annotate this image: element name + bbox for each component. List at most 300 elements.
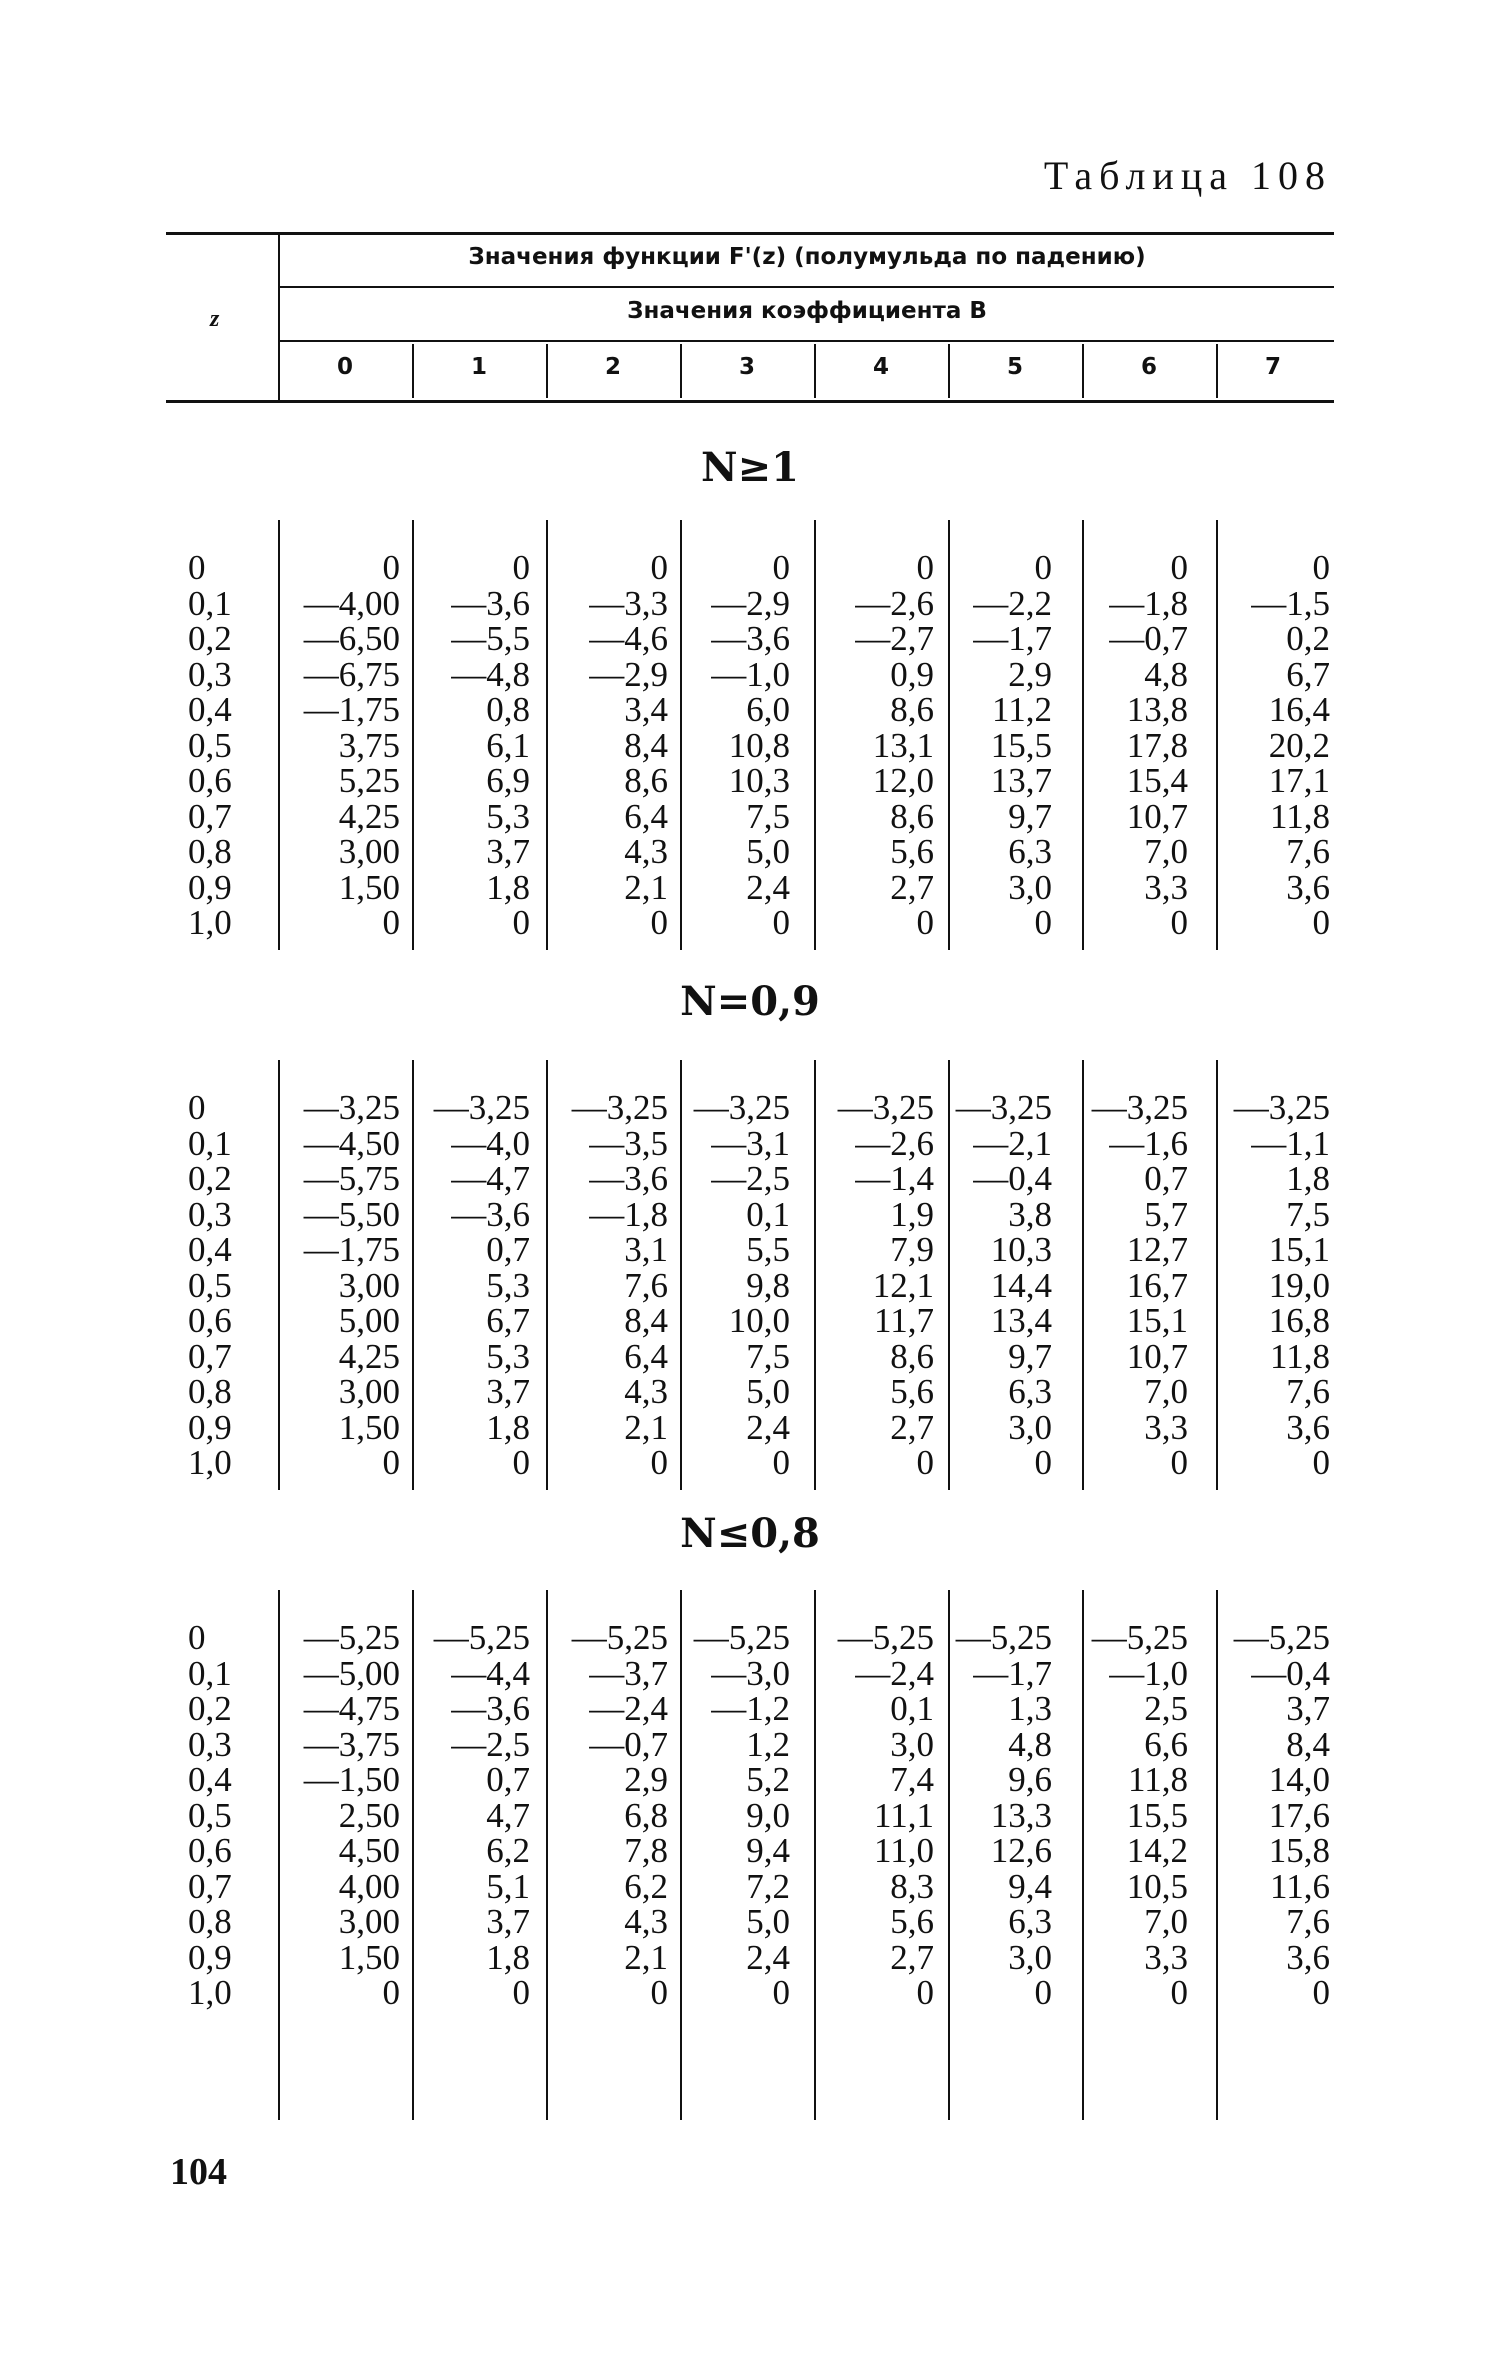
table-cell: —1,0 — [1109, 1653, 1188, 1693]
table-cell: 16,7 — [1126, 1265, 1188, 1305]
z-value: 0,2 — [188, 1159, 232, 1198]
table-cell: 4,00 — [338, 1866, 400, 1906]
coefficient-column-label-4: 4 — [872, 354, 889, 380]
table-cell: 2,5 — [1144, 1689, 1188, 1728]
data-column-b-2 — [538, 1090, 668, 1481]
data-column-b-7 — [1200, 1090, 1330, 1481]
table-cell: —1,4 — [855, 1159, 934, 1198]
table-cell: —6,75 — [303, 654, 400, 694]
data-column-b-2 — [538, 1620, 668, 2011]
table-cell: 12,7 — [1126, 1230, 1188, 1269]
table-cell: 15,1 — [1126, 1301, 1188, 1340]
header-column-separator — [948, 344, 950, 398]
table-cell: 9,7 — [1008, 1336, 1052, 1376]
table-cell: 7,5 — [746, 796, 790, 836]
coefficient-column-label-5: 5 — [1006, 354, 1023, 380]
table-cell: 7,6 — [1286, 1902, 1330, 1941]
table-cell: 1,50 — [338, 1937, 400, 1977]
table-cell: 3,00 — [338, 1902, 400, 1941]
table-cell: 3,6 — [1286, 867, 1330, 907]
data-column-b-6 — [1058, 1090, 1188, 1481]
table-cell: —2,4 — [855, 1653, 934, 1693]
table-cell: 8,6 — [890, 1336, 934, 1376]
table-cell: —5,25 — [837, 1618, 934, 1657]
table-cell: 5,7 — [1144, 1194, 1188, 1234]
table-cell: —3,6 — [451, 1194, 530, 1234]
z-value: 0 — [188, 1618, 206, 1657]
table-cell: 3,00 — [338, 832, 400, 871]
table-cell: 3,6 — [1286, 1937, 1330, 1977]
table-cell: —3,5 — [589, 1123, 668, 1163]
table-cell: 0 — [382, 1973, 400, 2012]
table-cell: 6,0 — [746, 690, 790, 729]
table-cell: 15,5 — [1126, 1795, 1188, 1835]
table-cell: —0,4 — [1251, 1653, 1330, 1693]
table-cell: 7,5 — [746, 1336, 790, 1376]
z-value: 0,9 — [188, 867, 232, 907]
table-cell: 16,8 — [1268, 1301, 1330, 1340]
data-column-b-1 — [400, 550, 530, 941]
table-cell: 6,9 — [486, 761, 530, 800]
table-cell: —3,25 — [433, 1088, 530, 1127]
table-cell: 9,0 — [746, 1795, 790, 1835]
table-cell: 2,4 — [746, 867, 790, 907]
table-cell: —3,6 — [451, 583, 530, 623]
table-cell: 0 — [1312, 903, 1330, 942]
table-cell: 1,8 — [1286, 1159, 1330, 1198]
table-cell: —0,4 — [973, 1159, 1052, 1198]
table-cell: —2,9 — [711, 583, 790, 623]
z-value: 0,7 — [188, 1866, 232, 1906]
table-cell: 11,8 — [1270, 796, 1330, 836]
table-cell: 12,0 — [872, 761, 934, 800]
table-cell: 20,2 — [1268, 725, 1330, 765]
table-cell: 7,0 — [1144, 1372, 1188, 1411]
table-cell: 15,1 — [1268, 1230, 1330, 1269]
z-values-column — [188, 1620, 268, 2011]
table-cell: 3,4 — [624, 690, 668, 729]
table-cell: 7,9 — [890, 1230, 934, 1269]
table-cell: 10,3 — [728, 761, 790, 800]
table-cell: —0,7 — [1109, 619, 1188, 658]
table-cell: 6,2 — [624, 1866, 668, 1906]
table-cell: 6,4 — [624, 1336, 668, 1376]
table-cell: 9,4 — [746, 1831, 790, 1870]
z-value: 0,6 — [188, 1831, 232, 1870]
data-column-b-1 — [400, 1090, 530, 1481]
table-cell: 0 — [772, 903, 790, 942]
table-cell: 0 — [916, 1443, 934, 1482]
table-cell: 0 — [1170, 1443, 1188, 1482]
data-column-b-5 — [922, 1620, 1052, 2011]
table-cell: 3,3 — [1144, 1407, 1188, 1447]
z-value: 0,1 — [188, 1123, 232, 1163]
table-cell: 0 — [382, 903, 400, 942]
table-cell: 0 — [1312, 1443, 1330, 1482]
data-column-b-4 — [804, 550, 934, 941]
data-column-b-0 — [270, 1620, 400, 2011]
table-cell: 0 — [916, 548, 934, 587]
table-cell: 4,25 — [338, 1336, 400, 1376]
z-value: 0,1 — [188, 1653, 232, 1693]
table-cell: 13,4 — [990, 1301, 1052, 1340]
table-cell: 0 — [1170, 1973, 1188, 2012]
data-column-b-0 — [270, 1090, 400, 1481]
table-cell: 0,1 — [890, 1689, 934, 1728]
table-cell: 5,3 — [486, 796, 530, 836]
table-cell: 5,5 — [746, 1230, 790, 1269]
table-cell: 3,3 — [1144, 867, 1188, 907]
section-block-n-ge-1 — [0, 520, 1500, 950]
table-cell: 6,7 — [1286, 654, 1330, 694]
table-cell: —3,25 — [693, 1088, 790, 1127]
table-cell: 16,4 — [1268, 690, 1330, 729]
table-cell: —5,25 — [433, 1618, 530, 1657]
table-cell: 2,7 — [890, 867, 934, 907]
table-cell: 10,0 — [728, 1301, 790, 1340]
table-cell: 10,7 — [1126, 796, 1188, 836]
coefficient-column-label-6: 6 — [1140, 354, 1157, 380]
table-cell: —1,50 — [303, 1760, 400, 1799]
table-cell: 1,3 — [1008, 1689, 1052, 1728]
table-cell: 7,0 — [1144, 1902, 1188, 1941]
z-value: 0,4 — [188, 1760, 232, 1799]
table-cell: 0 — [916, 903, 934, 942]
table-cell: 0 — [1034, 1443, 1052, 1482]
table-cell: —4,8 — [451, 654, 530, 694]
table-cell: —6,50 — [303, 619, 400, 658]
section-block-n-le-0-8 — [0, 1590, 1500, 2120]
table-cell: 4,8 — [1144, 654, 1188, 694]
table-cell: 5,2 — [746, 1760, 790, 1799]
z-value: 0,7 — [188, 796, 232, 836]
table-cell: 11,8 — [1270, 1336, 1330, 1376]
table-cell: 2,4 — [746, 1407, 790, 1447]
table-cell: —4,75 — [303, 1689, 400, 1728]
data-column-b-4 — [804, 1090, 934, 1481]
table-cell: 5,0 — [746, 1902, 790, 1941]
z-value: 0,2 — [188, 1689, 232, 1728]
table-cell: 1,50 — [338, 867, 400, 907]
z-value: 0,5 — [188, 725, 232, 765]
table-cell: 1,8 — [486, 1937, 530, 1977]
table-cell: —2,6 — [855, 583, 934, 623]
table-cell: 5,0 — [746, 832, 790, 871]
table-cell: 2,1 — [624, 1937, 668, 1977]
table-cell: 15,5 — [990, 725, 1052, 765]
table-cell: 0 — [512, 903, 530, 942]
table-cell: 0 — [1034, 1973, 1052, 2012]
table-cell: 19,0 — [1268, 1265, 1330, 1305]
function-label: Значения функции F'(z) (полумульда по падению) — [468, 244, 1146, 270]
z-value: 0,8 — [188, 1372, 232, 1411]
table-cell: 0 — [512, 1973, 530, 2012]
data-column-b-5 — [922, 550, 1052, 941]
table-cell: —3,1 — [711, 1123, 790, 1163]
table-cell: —1,2 — [711, 1689, 790, 1728]
table-cell: 3,7 — [486, 1372, 530, 1411]
table-cell: 0 — [512, 548, 530, 587]
table-cell: 0 — [772, 1973, 790, 2012]
table-cell: 17,1 — [1268, 761, 1330, 800]
header-sub-rule-2 — [280, 340, 1334, 342]
table-cell: 11,0 — [874, 1831, 934, 1870]
table-cell: 0,7 — [1144, 1159, 1188, 1198]
table-cell: 3,75 — [338, 725, 400, 765]
table-cell: 9,6 — [1008, 1760, 1052, 1799]
table-cell: 8,3 — [890, 1866, 934, 1906]
table-cell: 1,2 — [746, 1724, 790, 1764]
table-cell: —4,50 — [303, 1123, 400, 1163]
table-cell: 0 — [772, 548, 790, 587]
header-column-separator — [546, 344, 548, 398]
table-cell: 14,0 — [1268, 1760, 1330, 1799]
table-cell: 0 — [1034, 548, 1052, 587]
table-cell: 17,8 — [1126, 725, 1188, 765]
table-cell: —1,7 — [973, 1653, 1052, 1693]
table-cell: 6,3 — [1008, 832, 1052, 871]
table-cell: 3,00 — [338, 1372, 400, 1411]
table-cell: 10,5 — [1126, 1866, 1188, 1906]
table-cell: 9,4 — [1008, 1866, 1052, 1906]
table-cell: —3,25 — [1091, 1088, 1188, 1127]
z-value: 0,6 — [188, 1301, 232, 1340]
table-cell: —2,7 — [855, 619, 934, 658]
data-column-b-6 — [1058, 1620, 1188, 2011]
table-cell: —4,4 — [451, 1653, 530, 1693]
table-cell: 0 — [382, 1443, 400, 1482]
table-cell: 15,4 — [1126, 761, 1188, 800]
data-column-b-3 — [660, 1090, 790, 1481]
section-title-n-ge-1: N≥1 — [701, 444, 799, 491]
table-cell: —3,75 — [303, 1724, 400, 1764]
z-value: 0,2 — [188, 619, 232, 658]
z-value: 0,7 — [188, 1336, 232, 1376]
z-value: 0,3 — [188, 1194, 232, 1234]
z-value: 0 — [188, 1088, 206, 1127]
z-value: 0,3 — [188, 654, 232, 694]
data-column-b-7 — [1200, 1620, 1330, 2011]
table-cell: —3,0 — [711, 1653, 790, 1693]
table-cell: 3,0 — [1008, 1407, 1052, 1447]
table-cell: 11,1 — [874, 1795, 934, 1835]
table-cell: 8,4 — [1286, 1724, 1330, 1764]
table-cell: 10,3 — [990, 1230, 1052, 1269]
table-cell: 0,9 — [890, 654, 934, 694]
header-sub-rule-1 — [280, 286, 1334, 288]
data-column-b-0 — [270, 550, 400, 941]
table-cell: 0 — [772, 1443, 790, 1482]
table-cell: 2,9 — [624, 1760, 668, 1799]
table-cell: 12,1 — [872, 1265, 934, 1305]
table-cell: 3,8 — [1008, 1194, 1052, 1234]
table-cell: 5,25 — [338, 761, 400, 800]
table-cell: 6,1 — [486, 725, 530, 765]
table-cell: 5,0 — [746, 1372, 790, 1411]
table-cell: 11,6 — [1270, 1866, 1330, 1906]
z-values-column — [188, 1090, 268, 1481]
table-cell: —1,75 — [303, 1230, 400, 1269]
table-cell: 4,3 — [624, 1902, 668, 1941]
table-cell: —3,25 — [955, 1088, 1052, 1127]
table-cell: —5,25 — [571, 1618, 668, 1657]
table-cell: —1,0 — [711, 654, 790, 694]
table-cell: 0 — [650, 1443, 668, 1482]
section-title-n-le-0-8: N≤0,8 — [680, 1510, 820, 1557]
z-value: 0 — [188, 548, 206, 587]
table-cell: —3,6 — [451, 1689, 530, 1728]
table-cell: 7,2 — [746, 1866, 790, 1906]
table-cell: 11,7 — [874, 1301, 934, 1340]
table-cell: 5,3 — [486, 1265, 530, 1305]
header-column-separator — [814, 344, 816, 398]
table-cell: 0 — [650, 548, 668, 587]
table-cell: 4,25 — [338, 796, 400, 836]
table-cell: —2,2 — [973, 583, 1052, 623]
table-cell: 2,50 — [338, 1795, 400, 1835]
table-cell: —1,5 — [1251, 583, 1330, 623]
z-value: 0,6 — [188, 761, 232, 800]
table-cell: 0 — [650, 1973, 668, 2012]
table-cell: —5,00 — [303, 1653, 400, 1693]
table-cell: 1,50 — [338, 1407, 400, 1447]
header-column-separator — [1216, 344, 1218, 398]
table-cell: 14,4 — [990, 1265, 1052, 1305]
table-cell: 1,8 — [486, 867, 530, 907]
z-column-label: z — [210, 306, 220, 332]
table-cell: —2,4 — [589, 1689, 668, 1728]
table-cell: 0 — [1170, 548, 1188, 587]
table-cell: —1,1 — [1251, 1123, 1330, 1163]
z-value: 0,4 — [188, 690, 232, 729]
data-column-b-3 — [660, 1620, 790, 2011]
z-value: 0,9 — [188, 1407, 232, 1447]
z-value: 1,0 — [188, 903, 232, 942]
table-cell: 0,2 — [1286, 619, 1330, 658]
z-value: 0,8 — [188, 1902, 232, 1941]
page-number: 104 — [170, 2151, 227, 2193]
table-cell: 5,1 — [486, 1866, 530, 1906]
table-cell: 6,4 — [624, 796, 668, 836]
table-cell: —2,5 — [451, 1724, 530, 1764]
table-cell: —2,9 — [589, 654, 668, 694]
table-cell: 17,6 — [1268, 1795, 1330, 1835]
table-cell: —5,25 — [693, 1618, 790, 1657]
table-cell: 0,1 — [746, 1194, 790, 1234]
table-cell: —3,25 — [303, 1088, 400, 1127]
z-value: 0,9 — [188, 1937, 232, 1977]
table-cell: 5,6 — [890, 1902, 934, 1941]
table-cell: 7,6 — [1286, 1372, 1330, 1411]
table-cell: 15,8 — [1268, 1831, 1330, 1870]
table-cell: 11,8 — [1128, 1760, 1188, 1799]
table-cell: 5,00 — [338, 1301, 400, 1340]
table-cell: 3,0 — [890, 1724, 934, 1764]
data-column-b-7 — [1200, 550, 1330, 941]
table-cell: 2,7 — [890, 1937, 934, 1977]
table-cell: 2,9 — [1008, 654, 1052, 694]
table-cell: 6,3 — [1008, 1372, 1052, 1411]
z-value: 1,0 — [188, 1973, 232, 2012]
table-cell: 13,8 — [1126, 690, 1188, 729]
table-cell: 5,3 — [486, 1336, 530, 1376]
table-cell: 0 — [916, 1973, 934, 2012]
table-cell: 0 — [1312, 1973, 1330, 2012]
table-cell: 6,8 — [624, 1795, 668, 1835]
table-cell: 4,3 — [624, 832, 668, 871]
data-column-b-1 — [400, 1620, 530, 2011]
table-cell: 6,2 — [486, 1831, 530, 1870]
data-column-b-3 — [660, 550, 790, 941]
table-cell: 8,4 — [624, 725, 668, 765]
section-title-n-eq-0-9: N=0,9 — [680, 978, 820, 1025]
z-value: 0,1 — [188, 583, 232, 623]
z-value: 0,8 — [188, 832, 232, 871]
table-cell: —5,50 — [303, 1194, 400, 1234]
table-cell: —5,25 — [1091, 1618, 1188, 1657]
table-cell: —3,25 — [571, 1088, 668, 1127]
table-cell: —5,25 — [955, 1618, 1052, 1657]
table-cell: 2,1 — [624, 1407, 668, 1447]
table-cell: 6,7 — [486, 1301, 530, 1340]
table-cell: 0 — [650, 903, 668, 942]
table-cell: 1,9 — [890, 1194, 934, 1234]
table-cell: 3,0 — [1008, 1937, 1052, 1977]
table-cell: 3,7 — [486, 832, 530, 871]
table-cell: —5,5 — [451, 619, 530, 658]
table-cell: —1,75 — [303, 690, 400, 729]
z-value: 1,0 — [188, 1443, 232, 1482]
table-cell: 2,1 — [624, 867, 668, 907]
table-cell: 10,7 — [1126, 1336, 1188, 1376]
table-cell: 4,3 — [624, 1372, 668, 1411]
data-column-b-4 — [804, 1620, 934, 2011]
coefficient-column-label-0: 0 — [336, 354, 353, 380]
table-cell: —4,6 — [589, 619, 668, 658]
table-cell: —2,1 — [973, 1123, 1052, 1163]
header-column-separator — [1082, 344, 1084, 398]
table-cell: 14,2 — [1126, 1831, 1188, 1870]
table-cell: —4,0 — [451, 1123, 530, 1163]
table-cell: —4,7 — [451, 1159, 530, 1198]
table-cell: —3,7 — [589, 1653, 668, 1693]
table-cell: —4,00 — [303, 583, 400, 623]
table-cell: —3,25 — [837, 1088, 934, 1127]
table-cell: 8,6 — [890, 796, 934, 836]
table-cell: 0 — [512, 1443, 530, 1482]
table-cell: 7,4 — [890, 1760, 934, 1799]
table-cell: 2,7 — [890, 1407, 934, 1447]
header-top-rule — [166, 232, 1334, 235]
table-cell: 4,8 — [1008, 1724, 1052, 1764]
table-cell: 3,7 — [1286, 1689, 1330, 1728]
table-cell: 3,3 — [1144, 1937, 1188, 1977]
table-cell: —3,25 — [1233, 1088, 1330, 1127]
table-cell: 0,8 — [486, 690, 530, 729]
table-cell: 4,50 — [338, 1831, 400, 1870]
table-cell: 13,7 — [990, 761, 1052, 800]
table-cell: —1,6 — [1109, 1123, 1188, 1163]
z-value: 0,5 — [188, 1265, 232, 1305]
table-cell: —3,3 — [589, 583, 668, 623]
table-cell: 0,7 — [486, 1230, 530, 1269]
table-cell: 11,2 — [992, 690, 1052, 729]
coefficient-column-label-1: 1 — [470, 354, 487, 380]
table-cell: 6,3 — [1008, 1902, 1052, 1941]
coefficient-column-label-2: 2 — [604, 354, 621, 380]
table-cell: —5,25 — [303, 1618, 400, 1657]
z-values-column — [188, 550, 268, 941]
